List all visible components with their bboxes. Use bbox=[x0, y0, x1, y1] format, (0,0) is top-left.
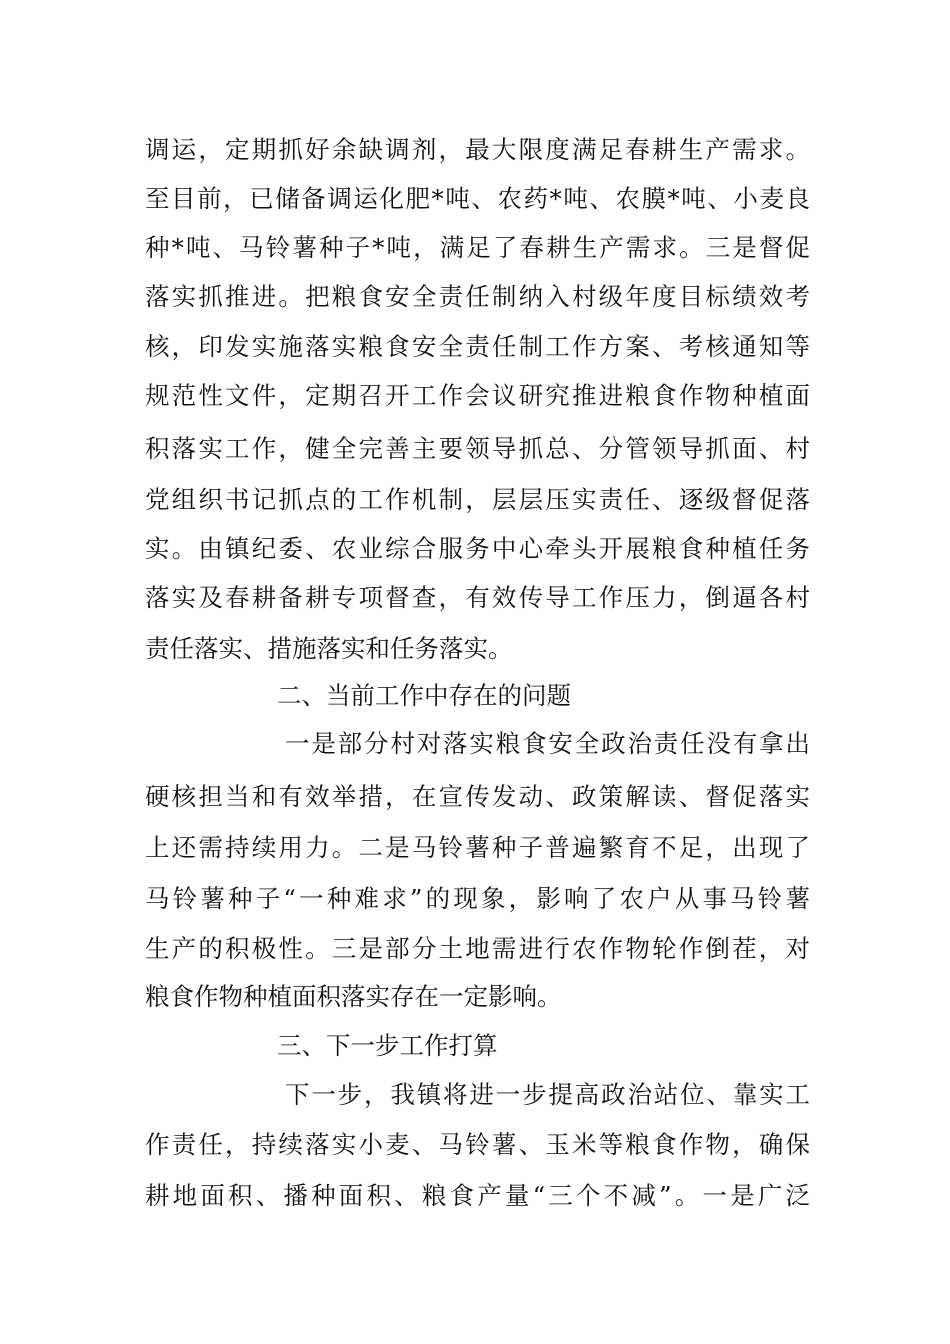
text-line: 马铃薯种子“一种难求”的现象，影响了农户从事马铃薯 bbox=[145, 884, 810, 913]
text-line-paragraph-end: 粮食作物种植面积落实存在一定影响。 bbox=[145, 982, 562, 1011]
text-line-paragraph-end: 责任落实、措施落实和任务落实。 bbox=[145, 634, 513, 663]
section-heading-3: 三、下一步工作打算 bbox=[277, 1031, 498, 1060]
section-heading-2: 二、当前工作中存在的问题 bbox=[277, 681, 571, 710]
text-line-paragraph-start: 一是部分村对落实粮食安全政治责任没有拿出 bbox=[285, 729, 810, 758]
text-line: 落实及春耕备耕专项督查，有效传导工作压力，倒逼各村 bbox=[145, 583, 810, 612]
text-line: 落实抓推进。把粮食安全责任制纳入村级年度目标绩效考 bbox=[145, 282, 810, 311]
text-line: 生产的积极性。三是部分土地需进行农作物轮作倒茬，对 bbox=[145, 934, 810, 963]
text-line: 耕地面积、播种面积、粮食产量“三个不减”。一是广泛 bbox=[145, 1181, 810, 1210]
text-line: 核，印发实施落实粮食安全责任制工作方案、考核通知等 bbox=[145, 332, 810, 361]
text-line-paragraph-start: 下一步，我镇将进一步提高政治站位、靠实工 bbox=[285, 1080, 810, 1109]
text-line: 上还需持续用力。二是马铃薯种子普遍繁育不足，出现了 bbox=[145, 833, 810, 862]
text-line: 至目前，已储备调运化肥*吨、农药*吨、农膜*吨、小麦良 bbox=[145, 184, 810, 213]
text-line: 作责任，持续落实小麦、马铃薯、玉米等粮食作物，确保 bbox=[145, 1130, 810, 1159]
text-line: 规范性文件，定期召开工作会议研究推进粮食作物种植面 bbox=[145, 381, 810, 410]
text-line: 硬核担当和有效举措，在宣传发动、政策解读、督促落实 bbox=[145, 782, 810, 811]
text-line: 积落实工作，健全完善主要领导抓总、分管领导抓面、村 bbox=[145, 434, 810, 463]
text-line: 调运，定期抓好余缺调剂，最大限度满足春耕生产需求。 bbox=[145, 135, 810, 164]
text-line: 党组织书记抓点的工作机制，层层压实责任、逐级督促落 bbox=[145, 485, 810, 514]
text-line: 实。由镇纪委、农业综合服务中心牵头开展粮食种植任务 bbox=[145, 534, 810, 563]
text-line: 种*吨、马铃薯种子*吨，满足了春耕生产需求。三是督促 bbox=[145, 233, 810, 262]
